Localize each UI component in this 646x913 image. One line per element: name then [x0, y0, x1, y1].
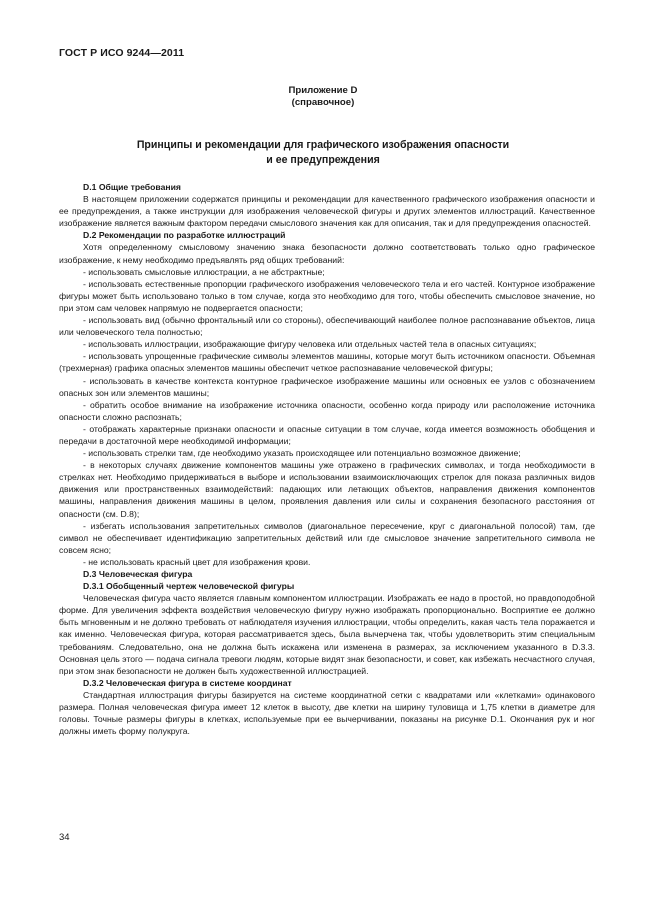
section-heading-d3: D.3 Человеческая фигура [83, 569, 193, 579]
list-item: - использовать в качестве контекста контурное графическое изображение машины или основных ее узлов с обозначением опасных зон или элементов машины; [59, 375, 595, 398]
paragraph-d3-2: Стандартная иллюстрация фигуры базируется на системе координатной сетки с квадратами или «клетками» одинакового размера. Полная человеческая фигура имеет 12 клеток в высоту, две клетки на ширину туловища и 1,75 клетки в диаметре для головы. Точные размеры фигуры в клетках, используемые при ее вычерчивании, показаны на рисунке D.1. Окончания рук и ног должны иметь форму полукруга. [59, 689, 595, 737]
list-item: - использовать стрелки там, где необходимо указать происходящее или потенциально возможное движение; [83, 448, 521, 459]
annex-title: Приложение D [288, 85, 358, 96]
list-item: - использовать вид (обычно фронтальный или со стороны), обеспечивающий наиболее полное распознавание объектов, лица или человеческого тела полностью; [59, 315, 595, 338]
paragraph-d3-1: Человеческая фигура часто является главным компонентом иллюстрации. Изображать ее надо в простой, но правдоподобной форме. Для увеличения эффекта воздействия человеческую фигуру нужно изображать пропорционально. Восприятие ее должно быть мгновенным и не должно требовать от наблюдателя изучения иллюстрации, чтобы определить, какая часть тела поражается и как именно. Человеческая фигура, которая рассматривается здесь, была вычерчена так, чтобы удовлетворить этим специальным требованиям. Следовательно, она не должна быть искажена или изменена в размерах, за исключением указанного в D.3.3. Основная цель этого — подача сигнала тревоги людям, которые видят знак безопасности, и совет, как избежать несчастного случая, при этом знак безопасности не должен быть художественной иллюстрацией. [59, 593, 595, 676]
section-heading-d3-2: D.3.2 Человеческая фигура в системе координат [83, 677, 292, 688]
list-item: - отображать характерные признаки опасности и опасные ситуации в том случае, когда имеется возможность обобщения и передачи в достаточной мере необходимой информации; [59, 423, 595, 446]
list-item: - использовать упрощенные графические символы элементов машины, которые могут быть источником опасности. Объемная (трехмерная) графика опасных элементов машины обеспечит четкое распознавание человеческой фигуры; [59, 351, 595, 374]
list-item: - не использовать красный цвет для изображения крови. [83, 556, 311, 567]
section-heading-d3-1: D.3.1 Обобщенный чертеж человеческой фигуры [83, 581, 295, 592]
paragraph-d1: В настоящем приложении содержатся принципы и рекомендации для качественного графического изображения опасности и ее предупреждения, а также инструкции для изображения человеческой фигуры и других элементов иллюстраций. Качественное изображение является важным фактором передачи смыслового значения как для описания, так и для предупреждения опасностей. [59, 194, 595, 229]
document-body [59, 181, 595, 737]
annex-note: (справочное) [291, 97, 355, 108]
list-item: - избегать использования запретительных символов (диагональное пересечение, круг с диагональной полосой) там, где символ не обеспечивает идентификацию запретительных действий или где смысловое значение запретительного символа не совсем ясно; [59, 520, 595, 555]
list-item: - использовать иллюстрации, изображающие фигуру человека или отдельных частей тела в опасных ситуациях; [83, 339, 537, 350]
document-title-line2: и ее предупреждения [266, 154, 380, 166]
page-number: 34 [59, 832, 70, 843]
paragraph-d2: Хотя определенному смысловому значению знака безопасности должно соответствовать только одно графическое изображение, к нему необходимо предъявлять ряд общих требований: [59, 242, 595, 265]
section-heading-d2: D.2 Рекомендации по разработке иллюстраций [83, 230, 286, 241]
list-item: - использовать естественные пропорции графического изображения человеческого тела и его частей. Контурное изображение фигуры может быть использовано только в том случае, когда это необходимо для того, чтобы обеспечить смысловое значение, но при этом сам человек напрямую не подвергается опасности; [59, 278, 595, 313]
section-heading-d1: D.1 Общие требования [83, 182, 181, 192]
list-item: - обратить особое внимание на изображение источника опасности, особенно когда природу или расположение источника опасности сложно распознать; [59, 399, 595, 422]
list-item: - в некоторых случаях движение компонентов машины уже отражено в графических символах, и тогда необходимости в стрелках нет. Необходимо придерживаться в выборе и использовании взаимоисключающих стрелок для показа различных видов движения или пространственных взаимодействий: падающих или летающих объектов, направления движения компонентов машины, направления движения машины в целом, проявления давления или силы и сохранения безопасного расстояния от опасности (см. D.8); [59, 460, 595, 519]
document-title-line1: Принципы и рекомендации для графического изображения опасности [136, 139, 510, 151]
list-item: - использовать смысловые иллюстрации, а не абстрактные; [83, 266, 325, 277]
standard-header: ГОСТ Р ИСО 9244—2011 [59, 47, 185, 59]
document-title [60, 138, 586, 168]
